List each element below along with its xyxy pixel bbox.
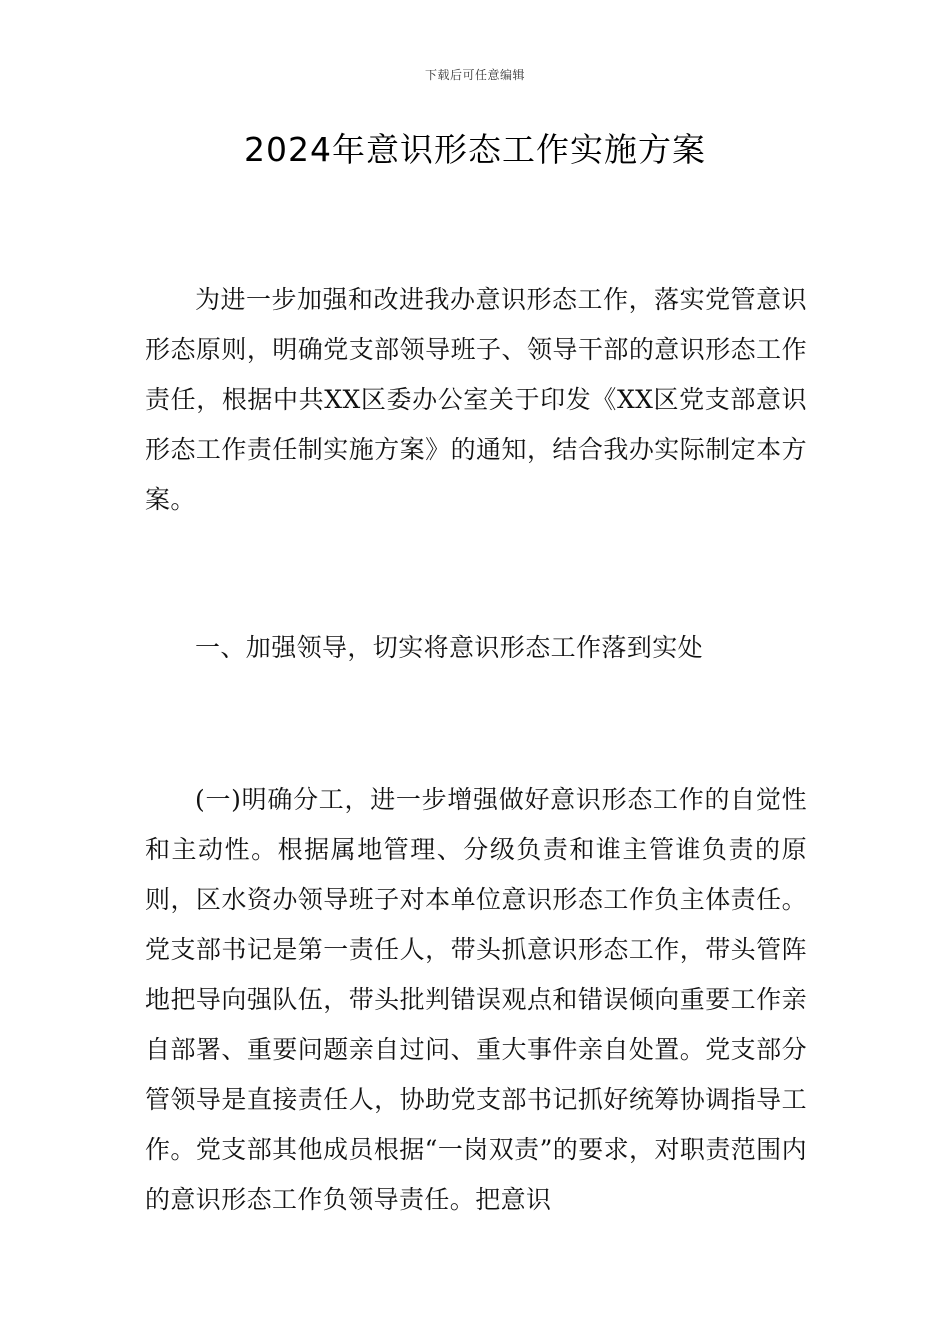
intro-paragraph: 为进一步加强和改进我办意识形态工作，落实党管意识形态原则，明确党支部领导班子、领导干部的意识形态工作责任，根据中共XX区委办公室关于印发《XX区党支部意识形态工作责任制实施方案》的通知，结合我办实际制定本方案。 [145, 285, 807, 514]
body-paragraph: (一)明确分工，进一步增强做好意识形态工作的自觉性和主动性。根据属地管理、分级负责和谁主管谁负责的原则，区水资办领导班子对本单位意识形态工作负主体责任。党支部书记是第一责任人，带头抓意识形态工作，带头管阵地把导向强队伍，带头批判错误观点和错误倾向重要工作亲自部署、重要问题亲自过问、重大事件亲自处置。党支部分管领导是直接责任人，协助党支部书记抓好统筹协调指导工作。党支部其他成员根据“一岗双责”的要求，对职责范围内的意识形态工作负领导责任。把意识 [145, 785, 807, 1214]
header-note: 下载后可任意编辑 [424, 68, 525, 82]
page-title: 2024年意识形态工作实施方案 [244, 130, 706, 169]
section-heading: 一、加强领导，切实将意识形态工作落到实处 [195, 633, 704, 662]
